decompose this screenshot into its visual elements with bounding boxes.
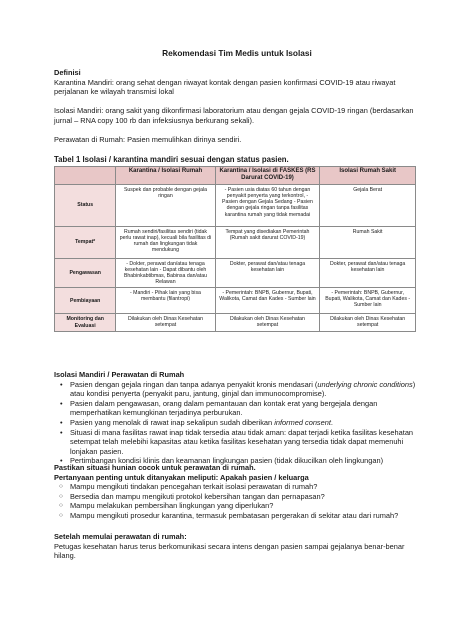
status-table (54, 166, 416, 333)
table-cell: - Pemerintah: BNPB, Gubernur, Bupati, Walikota, Camat dan Kades - Sumber lain (215, 288, 320, 314)
table-row (55, 288, 416, 314)
definisi-section (54, 68, 416, 145)
document-title: Rekomendasi Tim Medis untuk Isolasi (162, 48, 312, 58)
isolasi-list (54, 380, 416, 466)
table-row (55, 259, 416, 288)
table-header-empty (55, 166, 116, 184)
pastikan-heading: Pastikan situasi hunian cocok untuk perawatan di rumah. (54, 463, 256, 472)
table-header-row (55, 166, 416, 184)
row-label: Monitoring dan Evaluasi (55, 314, 116, 332)
karantina-definition: Karantina Mandiri: orang sehat dengan riwayat kontak dengan pasien konfirmasi COVID-19 atau riwayat perjalanan ke wilayah transmisi lokal (54, 77, 396, 97)
table-cell: Dokter, perawat dan/atau tenaga kesehatan lain (215, 259, 320, 288)
table-cell: - Dokter, perawat dan/atau tenaga kesehatan lain - Dapat dibantu oleh Bhabinkabtibmas, Babinsa dan/atau Relawan (116, 259, 215, 288)
pertanyaan-section (54, 463, 416, 521)
list-item: • Pasien dengan gejala ringan dan tanpa adanya penyakit kronis mendasari (underlying chronic conditions) atau kondisi penyerta (penyakit paru, jantung, ginjal dan immunocompromise). (70, 380, 416, 399)
setelah-heading: Setelah memulai perawatan di rumah: (54, 532, 187, 541)
table-section (54, 155, 416, 332)
row-label: Pembiayaan (55, 288, 116, 314)
definisi-heading: Definisi (54, 68, 81, 77)
row-label: Pengawasan (55, 259, 116, 288)
pertanyaan-heading: Pertanyaan penting untuk ditanyakan meliputi: Apakah pasien / keluarga (54, 472, 309, 482)
table-row (55, 185, 416, 227)
list-item: ○ Mampu mengikuti tindakan pencegahan terkait isolasi perawatan di rumah? (70, 482, 416, 492)
list-item: • Pasien dalam pengawasan, orang dalam pemantauan dan kontak erat yang bergejala dengan memperhatikan kemungkinan terjadinya perburukan. (70, 399, 416, 418)
list-item: • Pertimbangan kondisi klinis dan keamanan lingkungan pasien (tidak dikucilkan oleh lingkungan) (70, 456, 416, 466)
table-cell: Suspek dan probable dengan gejala ringan (116, 185, 215, 227)
list-item: • Situasi di mana fasilitas rawat inap tidak tersedia atau tidak aman: dapat terjadi ketika fasilitas kesehatan setempat telah melebihi kapasitas atau ketika fasilitas kesehatan yang tersedia tidak dapat memenuhi lonjakan pasien. (70, 428, 416, 457)
table-cell: Rumah sendiri/fasilitas sendiri (tidak perlu rawat inap), kecuali bila fasilitas di rumah dan lingkungan tidak mendukung (116, 227, 215, 259)
isolasi-section (54, 370, 416, 466)
table-header-faskes: Karantina / Isolasi di FASKES (RS Darurat COVID-19) (215, 166, 320, 184)
table-cell: Gejala Berat (320, 185, 416, 227)
table-cell: Dilakukan oleh Dinas Kesehatan setempat (116, 314, 215, 332)
table-cell: Tempat yang disediakan Pemerintah (Rumah sakit darurat COVID-19) (215, 227, 320, 259)
table-cell: Rumah Sakit (320, 227, 416, 259)
table-cell: - Pasien usia diatas 60 tahun dengan penyakit penyerta yang terkontrol, - Pasien dengan Gejala Sedang - Pasien dengan gejala ringan tanpa fasilitas karantina rumah yang tidak memadai (215, 185, 320, 227)
row-label: Tempat* (55, 227, 116, 259)
table-header-rumah-sakit: Isolasi Rumah Sakit (320, 166, 416, 184)
list-item: • Pasien yang menolak di rawat inap sekalipun sudah diberikan informed consent. (70, 418, 416, 428)
list-item: ○ Bersedia dan mampu mengikuti protokol kebersihan tangan dan pernapasan? (70, 492, 416, 502)
table-header-rumah: Karantina / Isolasi Rumah (116, 166, 215, 184)
row-label: Status (55, 185, 116, 227)
table-cell: - Pemerintah: BNPB, Gubernur, Bupati, Walikota, Camat dan Kades - Sumber lain (320, 288, 416, 314)
setelah-text: Petugas kesehatan harus terus berkomunikasi secara intens dengan pasien sampai gejalanya benar-benar hilang. (54, 541, 405, 561)
pertanyaan-list (54, 482, 416, 520)
table-cell: Dokter, perawat dan/atau tenaga kesehatan lain (320, 259, 416, 288)
table-cell: Dilakukan oleh Dinas Kesehatan setempat (320, 314, 416, 332)
list-item: ○ Mampu mengikuti prosedur karantina, termasuk pembatasan pergerakan di sekitar atau dari rumah? (70, 511, 416, 521)
isolasi-definition: Isolasi Mandiri: orang sakit yang dikonfirmasi laboratorium atau dengan gejala COVID-19 ringan (berdasarkan jurnal – RNA copy 100 rb dan infeksiusnya berkurang sekali). (54, 106, 414, 125)
perawatan-definition: Perawatan di Rumah: Pasien memulihkan dirinya sendiri. (54, 135, 242, 145)
table-cell: Dilakukan oleh Dinas Kesehatan setempat (215, 314, 320, 332)
isolasi-heading: Isolasi Mandiri / Perawatan di Rumah (54, 370, 185, 379)
setelah-section (54, 532, 416, 561)
table-caption: Tabel 1 Isolasi / karantina mandiri sesuai dengan status pasien. (54, 155, 289, 164)
table-row (55, 227, 416, 259)
table-cell: - Mandiri - Pihak lain yang bisa membantu (filantropi) (116, 288, 215, 314)
table-row (55, 314, 416, 332)
list-item: ○ Mampu melakukan pembersihan lingkungan yang diperlukan? (70, 501, 416, 511)
